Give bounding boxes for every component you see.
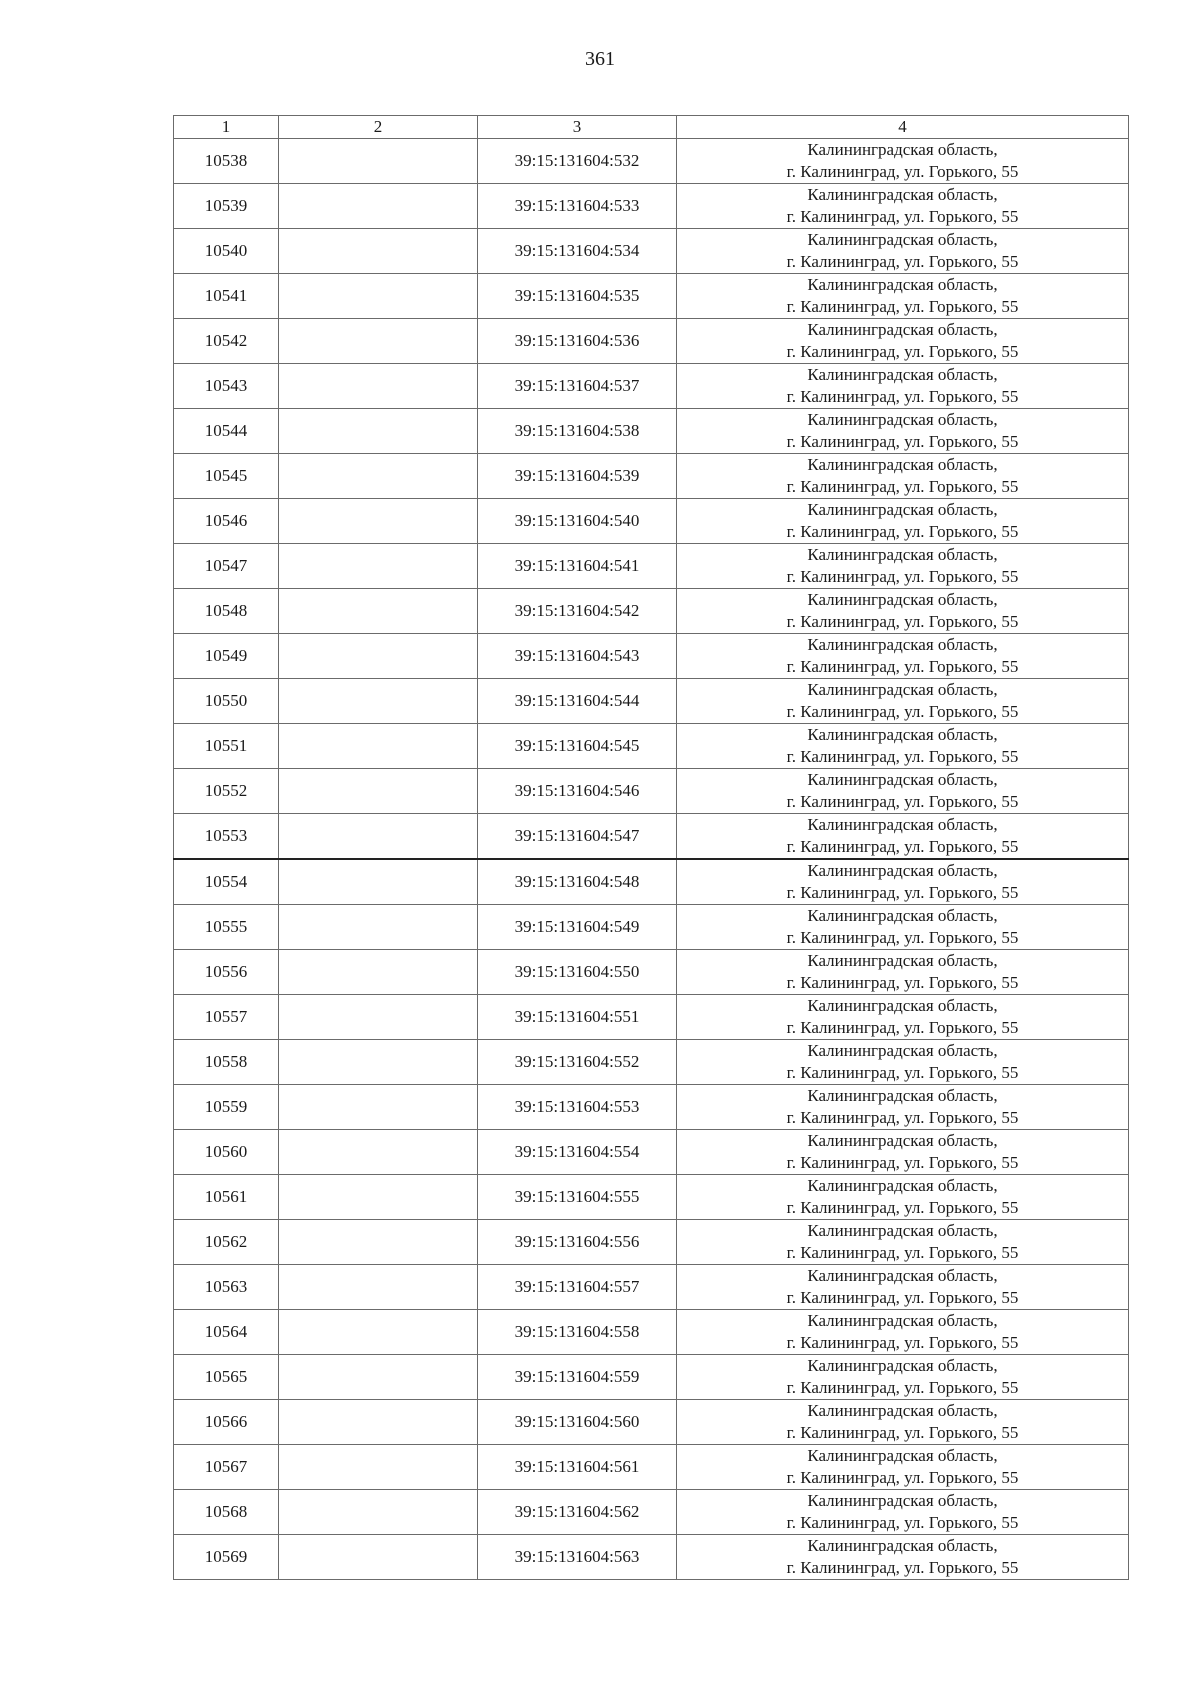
table-row [174,139,1129,184]
address-street: г. Калининград, ул. Горького, 55 [786,883,1019,902]
cadastral-number: 39:15:131604:556 [478,1220,677,1265]
row-number: 10544 [174,409,279,454]
row-col2 [279,589,478,634]
cadastral-number: 39:15:131604:558 [478,1310,677,1355]
cadastral-number: 39:15:131604:535 [478,274,677,319]
address-street: г. Калининград, ул. Горького, 55 [786,1423,1019,1442]
cadastral-number: 39:15:131604:555 [478,1175,677,1220]
address-region: Калининградская область, [807,500,998,519]
row-number: 10565 [174,1355,279,1400]
address-region: Калининградская область, [807,1401,998,1420]
address-region: Калининградская область, [807,861,998,880]
row-number: 10548 [174,589,279,634]
table-body [174,139,1129,1580]
cadastral-number: 39:15:131604:551 [478,995,677,1040]
address-region: Калининградская область, [807,770,998,789]
row-number: 10547 [174,544,279,589]
table-row [174,1445,1129,1490]
cadastral-number: 39:15:131604:550 [478,950,677,995]
address-street: г. Калининград, ул. Горького, 55 [786,522,1019,541]
address-street: г. Калининград, ул. Горького, 55 [786,1558,1019,1577]
address-street: г. Калининград, ул. Горького, 55 [786,297,1019,316]
row-number: 10563 [174,1265,279,1310]
address-cell [677,1265,1129,1310]
address-street: г. Калининград, ул. Горького, 55 [786,657,1019,676]
row-col2 [279,409,478,454]
cadastral-number: 39:15:131604:546 [478,769,677,814]
address-region: Калининградская область, [807,1311,998,1330]
address-region: Калининградская область, [807,410,998,429]
table-row [174,319,1129,364]
registry-table [173,115,1129,1580]
table-row [174,724,1129,769]
cadastral-number: 39:15:131604:534 [478,229,677,274]
row-number: 10540 [174,229,279,274]
table-row [174,1490,1129,1535]
table-row [174,679,1129,724]
row-number: 10564 [174,1310,279,1355]
address-region: Калининградская область, [807,1041,998,1060]
table-row [174,1265,1129,1310]
address-region: Калининградская область, [807,1086,998,1105]
row-col2 [279,1355,478,1400]
address-cell [677,184,1129,229]
address-cell [677,499,1129,544]
cadastral-number: 39:15:131604:552 [478,1040,677,1085]
address-cell [677,679,1129,724]
header-col-4: 4 [677,116,1129,139]
row-col2 [279,1175,478,1220]
row-number: 10551 [174,724,279,769]
address-region: Калининградская область, [807,1131,998,1150]
row-col2 [279,679,478,724]
cadastral-number: 39:15:131604:540 [478,499,677,544]
address-cell [677,1535,1129,1580]
address-street: г. Калининград, ул. Горького, 55 [786,747,1019,766]
address-region: Калининградская область, [807,815,998,834]
address-street: г. Калининград, ул. Горького, 55 [786,1333,1019,1352]
table-row [174,544,1129,589]
address-cell [677,1490,1129,1535]
address-street: г. Калининград, ул. Горького, 55 [786,567,1019,586]
table-row [174,1310,1129,1355]
row-col2 [279,184,478,229]
address-region: Калининградская область, [807,455,998,474]
address-cell [677,1220,1129,1265]
address-region: Калининградская область, [807,1176,998,1195]
address-street: г. Калининград, ул. Горького, 55 [786,1198,1019,1217]
row-col2 [279,274,478,319]
cadastral-number: 39:15:131604:541 [478,544,677,589]
address-region: Калининградская область, [807,951,998,970]
address-region: Калининградская область, [807,590,998,609]
cadastral-number: 39:15:131604:533 [478,184,677,229]
header-col-2: 2 [279,116,478,139]
row-number: 10560 [174,1130,279,1175]
row-col2 [279,229,478,274]
address-region: Калининградская область, [807,725,998,744]
row-col2 [279,814,478,860]
table-row [174,905,1129,950]
row-number: 10559 [174,1085,279,1130]
table-row [174,995,1129,1040]
row-col2 [279,1265,478,1310]
address-cell [677,229,1129,274]
row-number: 10552 [174,769,279,814]
row-number: 10543 [174,364,279,409]
address-cell [677,950,1129,995]
address-cell [677,1355,1129,1400]
cadastral-number: 39:15:131604:560 [478,1400,677,1445]
cadastral-number: 39:15:131604:543 [478,634,677,679]
address-cell [677,814,1129,860]
address-region: Калининградская область, [807,545,998,564]
address-cell [677,364,1129,409]
address-region: Калининградская область, [807,680,998,699]
address-region: Калининградская область, [807,635,998,654]
row-col2 [279,950,478,995]
row-number: 10541 [174,274,279,319]
address-cell [677,319,1129,364]
address-street: г. Калининград, ул. Горького, 55 [786,477,1019,496]
cadastral-number: 39:15:131604:544 [478,679,677,724]
table-row [174,634,1129,679]
table-row [174,769,1129,814]
address-region: Калининградская область, [807,230,998,249]
address-cell [677,724,1129,769]
table-row [174,814,1129,860]
address-street: г. Калининград, ул. Горького, 55 [786,252,1019,271]
header-row [174,116,1129,139]
address-street: г. Калининград, ул. Горького, 55 [786,162,1019,181]
table-row [174,1220,1129,1265]
address-street: г. Калининград, ул. Горького, 55 [786,1378,1019,1397]
address-region: Калининградская область, [807,1266,998,1285]
address-street: г. Калининград, ул. Горького, 55 [786,1513,1019,1532]
row-number: 10566 [174,1400,279,1445]
cadastral-number: 39:15:131604:548 [478,859,677,905]
table-row [174,1040,1129,1085]
address-cell [677,409,1129,454]
table-row [174,409,1129,454]
address-cell [677,589,1129,634]
row-col2 [279,139,478,184]
address-cell [677,1040,1129,1085]
cadastral-number: 39:15:131604:547 [478,814,677,860]
address-street: г. Калининград, ул. Горького, 55 [786,792,1019,811]
cadastral-number: 39:15:131604:537 [478,364,677,409]
row-col2 [279,1040,478,1085]
address-street: г. Калининград, ул. Горького, 55 [786,342,1019,361]
page-number: 361 [585,48,615,70]
address-street: г. Калининград, ул. Горького, 55 [786,1108,1019,1127]
cadastral-number: 39:15:131604:553 [478,1085,677,1130]
table-row [174,950,1129,995]
cadastral-number: 39:15:131604:542 [478,589,677,634]
row-number: 10542 [174,319,279,364]
table-row [174,229,1129,274]
row-number: 10553 [174,814,279,860]
address-region: Калининградская область, [807,1221,998,1240]
cadastral-number: 39:15:131604:532 [478,139,677,184]
row-number: 10550 [174,679,279,724]
cadastral-number: 39:15:131604:545 [478,724,677,769]
address-street: г. Калининград, ул. Горького, 55 [786,1468,1019,1487]
row-number: 10545 [174,454,279,499]
address-cell [677,1175,1129,1220]
row-col2 [279,1490,478,1535]
table-row [174,1355,1129,1400]
cadastral-number: 39:15:131604:557 [478,1265,677,1310]
address-street: г. Калининград, ул. Горького, 55 [786,837,1019,856]
address-street: г. Калининград, ул. Горького, 55 [786,1018,1019,1037]
row-number: 10554 [174,859,279,905]
row-col2 [279,319,478,364]
row-col2 [279,1085,478,1130]
address-region: Калининградская область, [807,365,998,384]
address-cell [677,905,1129,950]
cadastral-number: 39:15:131604:561 [478,1445,677,1490]
row-col2 [279,499,478,544]
row-col2 [279,454,478,499]
table-row [174,364,1129,409]
row-number: 10538 [174,139,279,184]
cadastral-number: 39:15:131604:536 [478,319,677,364]
row-col2 [279,995,478,1040]
cadastral-number: 39:15:131604:554 [478,1130,677,1175]
address-cell [677,634,1129,679]
header-col-1: 1 [174,116,279,139]
address-cell [677,274,1129,319]
cadastral-number: 39:15:131604:549 [478,905,677,950]
table-row [174,454,1129,499]
row-col2 [279,1535,478,1580]
row-number: 10561 [174,1175,279,1220]
row-col2 [279,769,478,814]
row-col2 [279,544,478,589]
address-street: г. Калининград, ул. Горького, 55 [786,432,1019,451]
row-col2 [279,859,478,905]
table-row [174,499,1129,544]
table-row [174,274,1129,319]
row-col2 [279,1130,478,1175]
address-cell [677,769,1129,814]
address-cell [677,859,1129,905]
table-row [174,1130,1129,1175]
address-region: Калининградская область, [807,140,998,159]
address-street: г. Калининград, ул. Горького, 55 [786,387,1019,406]
row-number: 10568 [174,1490,279,1535]
row-number: 10567 [174,1445,279,1490]
address-cell [677,1310,1129,1355]
row-number: 10569 [174,1535,279,1580]
row-col2 [279,905,478,950]
table-row [174,859,1129,905]
address-region: Калининградская область, [807,906,998,925]
address-cell [677,139,1129,184]
address-cell [677,1400,1129,1445]
cadastral-number: 39:15:131604:562 [478,1490,677,1535]
address-street: г. Калининград, ул. Горького, 55 [786,1063,1019,1082]
address-street: г. Калининград, ул. Горького, 55 [786,1153,1019,1172]
row-number: 10549 [174,634,279,679]
address-street: г. Калининград, ул. Горького, 55 [786,1288,1019,1307]
row-number: 10562 [174,1220,279,1265]
address-cell [677,995,1129,1040]
cadastral-number: 39:15:131604:563 [478,1535,677,1580]
row-col2 [279,364,478,409]
row-col2 [279,1400,478,1445]
row-number: 10557 [174,995,279,1040]
address-street: г. Калининград, ул. Горького, 55 [786,612,1019,631]
header-col-3: 3 [478,116,677,139]
address-cell [677,544,1129,589]
table-row [174,1535,1129,1580]
row-col2 [279,634,478,679]
address-region: Калининградская область, [807,185,998,204]
row-col2 [279,724,478,769]
address-cell [677,454,1129,499]
address-cell [677,1445,1129,1490]
address-region: Калининградская область, [807,1356,998,1375]
address-street: г. Калининград, ул. Горького, 55 [786,702,1019,721]
address-region: Калининградская область, [807,1446,998,1465]
table-row [174,1175,1129,1220]
address-street: г. Калининград, ул. Горького, 55 [786,1243,1019,1262]
table-row [174,1400,1129,1445]
row-number: 10546 [174,499,279,544]
address-region: Калининградская область, [807,275,998,294]
address-region: Калининградская область, [807,1491,998,1510]
address-street: г. Калининград, ул. Горького, 55 [786,928,1019,947]
row-number: 10539 [174,184,279,229]
address-street: г. Калининград, ул. Горького, 55 [786,207,1019,226]
address-cell [677,1130,1129,1175]
row-col2 [279,1220,478,1265]
row-col2 [279,1310,478,1355]
row-number: 10558 [174,1040,279,1085]
table-row [174,184,1129,229]
row-col2 [279,1445,478,1490]
address-cell [677,1085,1129,1130]
table-row [174,1085,1129,1130]
row-number: 10555 [174,905,279,950]
table-row [174,589,1129,634]
cadastral-number: 39:15:131604:559 [478,1355,677,1400]
address-region: Калининградская область, [807,320,998,339]
address-street: г. Калининград, ул. Горького, 55 [786,973,1019,992]
cadastral-number: 39:15:131604:538 [478,409,677,454]
address-region: Калининградская область, [807,996,998,1015]
cadastral-number: 39:15:131604:539 [478,454,677,499]
address-region: Калининградская область, [807,1536,998,1555]
row-number: 10556 [174,950,279,995]
